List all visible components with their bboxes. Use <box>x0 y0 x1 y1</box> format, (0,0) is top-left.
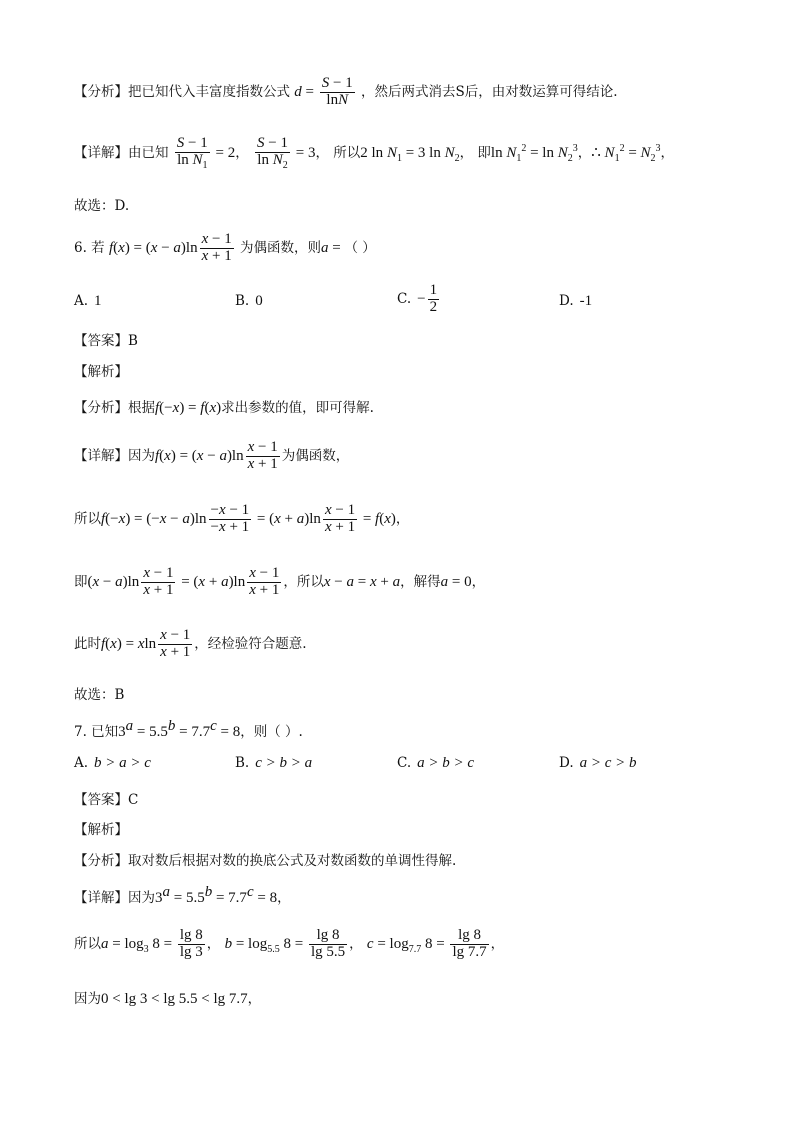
q6-option-b: B. 0 <box>235 293 263 309</box>
q6-detail-line2: 所以f(−x) = (−x − a)ln $\frac{-x - 1}{-x + 1}$ = (x + a)ln $\frac{x - 1}{x + 1}$ = f(x)， <box>74 502 410 535</box>
q7-detail-line3: 因为0 < lg 3 < lg 5.5 < lg 7.7， <box>74 991 262 1007</box>
p5-analysis-text: 【分析】把已知代入丰富度指数公式 <box>74 83 290 100</box>
q7-detail-line2: 所以$a = \log_3 8$ = $\frac{\lg 8}{\lg 3}$ ， $b = \log_{5.5} 8$ = $\frac{\lg 8}{\lg 5.5}$ ， $c = \log_{7.7} 8$ = $\frac{\lg 8}{\lg 7.7}$ ， <box>74 927 505 960</box>
p5-analysis-line: 【分析】把已知代入丰富度指数公式 d = $\frac{S - 1}{\ln N}$ ，然后两式消去S后，由对数运算可得结论. <box>74 75 618 108</box>
q6-jiexi: 【解析】 <box>74 364 128 380</box>
p5-detail-line: 【详解】由已知 $\frac{S - 1}{\ln N_1}$ = 2， $\frac{S - 1}{\ln N_2}$ = 3， 所以2 $\ln N_1 = 3$ $\ln N_2$， 即$\ln N_1^2 = \ln N_2^3$，∴ $N_1^2 = N_2^3$， <box>74 135 675 171</box>
q7-answer: 【答案】C <box>74 792 139 808</box>
q7-jiexi: 【解析】 <box>74 822 128 838</box>
q6-detail-line1: 【详解】因为f(x) = (x − a)ln $\frac{x - 1}{x + 1}$ 为偶函数， <box>74 439 350 472</box>
p5-detail-mid1: 所以 <box>333 145 361 162</box>
p5-choose: 故选：D. <box>74 198 130 214</box>
q7-analysis: 【分析】取对数后根据对数的换底公式及对数函数的单调性得解. <box>74 853 457 869</box>
q6-detail-line4: 此时f(x) = xln $\frac{x - 1}{x + 1}$ ，经检验符合题意. <box>74 627 307 660</box>
q7-option-d: D. a > c > b <box>559 755 637 771</box>
q6-stem-tail: 为偶函数，则 <box>240 239 322 256</box>
q7-option-c: C. a > b > c <box>397 755 475 771</box>
q6-option-c: C. − $\frac{1}{2}$ <box>397 282 438 315</box>
q6-option-d: D. -1 <box>559 293 593 309</box>
p5-detail-prefix: 【详解】由已知 <box>74 145 169 162</box>
q6-stem-prefix: 6. 若 <box>74 239 105 256</box>
formula-d: d <box>294 83 302 100</box>
q6-answer: 【答案】B <box>74 333 138 349</box>
p5-analysis-tail: ，然后两式消去S后，由对数运算可得结论. <box>361 83 618 100</box>
q7-stem: 7. 已知$3^a = 5.5^b = 7.7^c = 8$，则（ ）. <box>74 718 303 740</box>
q7-detail-line1: 【详解】因为$3^a = 5.5^b = 7.7^c = 8$， <box>74 884 291 906</box>
p5-detail-mid2: 即 <box>477 145 491 162</box>
q7-option-b: B. c > b > a <box>235 755 313 771</box>
q6-option-a: A. 1 <box>74 293 102 309</box>
q6-paren: （ ） <box>344 239 376 256</box>
q6-analysis: 【分析】根据f(−x) = f(x)求出参数的值，即可得解. <box>74 400 374 416</box>
formula-fraction: $\frac{S - 1}{\ln N}$ <box>321 75 353 108</box>
q6-detail-line3: 即(x − a)ln $\frac{x - 1}{x + 1}$ = (x + a)ln $\frac{x - 1}{x + 1}$ ，所以x − a = x + a，解得a = 0， <box>74 565 486 598</box>
q6-choose: 故选：B <box>74 687 125 703</box>
q6-stem: 6. 若 f(x) = (x − a)ln $\frac{x - 1}{x + 1}$ 为偶函数，则a = （ ） <box>74 231 376 264</box>
q7-option-a: A. b > a > c <box>74 755 151 771</box>
